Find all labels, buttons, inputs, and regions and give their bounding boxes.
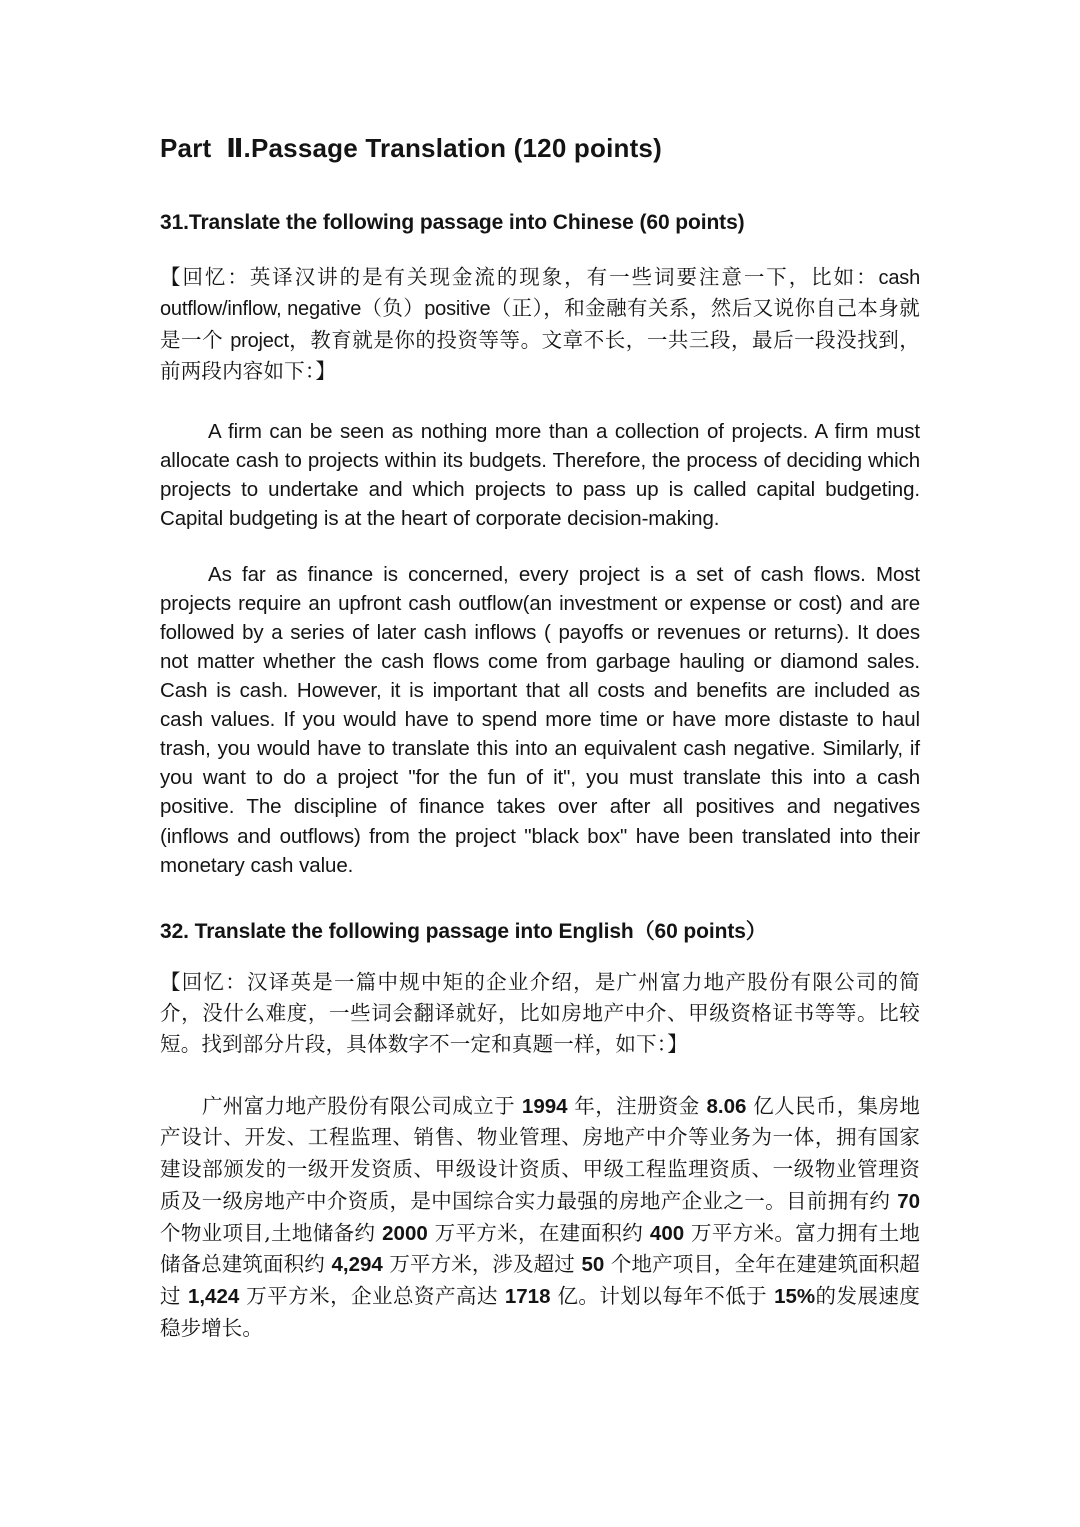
passage-text: 万平方米，企业总资产高达 xyxy=(239,1284,505,1309)
passage-number: 70 xyxy=(897,1189,920,1213)
passage-number: 15% xyxy=(774,1285,816,1309)
section-heading-32: 32. Translate the following passage into English（60 points） xyxy=(160,919,767,943)
english-paragraph-1: A firm can be seen as nothing more than a collection of projects. A firm must allocate cash to projects within its budgets. Therefore, the process of deciding which projects to undertake and which projects to pass up is called capital budgeting. Capital budgeting is at the heart of corporate decision-making. xyxy=(160,420,920,531)
memo-31-line1: 【回忆：英译汉讲的是有关现金流的现象，有一些词要注意一下，比如： xyxy=(160,264,879,289)
passage-number: 1994 xyxy=(521,1094,568,1118)
memo-31-latin1: cash outflow/inflow, negative xyxy=(160,266,920,321)
passage-text: 亿人民币，集房地产设计、开发、工程监理、销售、物业管理、房地产中介等业务为一体，拥有国家建设部颁发的一级开发资质、甲级设计资质、甲级工程监理资质、一级物业管理资质及一级房地产中介资质，是中国综合实力最强的房地产企业之一。目前拥有约 xyxy=(160,1093,920,1213)
passage-text: 万平方米。富力拥有土地储备总建筑面积约 xyxy=(160,1220,921,1277)
english-paragraph-2: As far as finance is concerned, every project is a set of cash flows. Most projects require an upfront cash outflow(an investment or expense or cost) and are followed by a series of later cash inflows ( payoffs or revenues or returns). It does not matter whether the cash flows come from garbage hauling or diamond sales. Cash is cash. However, it is important that all costs and benefits are included as cash values. If you would have to spend more time or have more distaste to haul trash, you would have to translate this into an equivalent cash negative. Similarly, if you want to do a project "for the fun of it", you must translate this into a cash positive. The discipline of finance takes over after all positives and negatives (inflows and outflows) from the project "black box" have been translated into their monetary cash value. xyxy=(160,562,920,877)
passage-text: 年，注册资金 xyxy=(567,1093,707,1118)
passage-text: 万平方米，在建面积约 xyxy=(427,1220,650,1245)
memo-31-latin2: positive xyxy=(424,298,491,321)
document-content xyxy=(160,132,920,1345)
passage-number: 2000 xyxy=(382,1221,428,1245)
memo-31-cn2: （负） xyxy=(361,296,425,321)
passage-number: 400 xyxy=(649,1221,685,1245)
passage-number: 50 xyxy=(581,1253,605,1277)
passage-number: 1,424 xyxy=(187,1285,240,1309)
passage-text: 万平方米，涉及超过 xyxy=(382,1252,582,1277)
passage-number: 8.06 xyxy=(706,1094,747,1118)
passage-number: 4,294 xyxy=(331,1253,383,1277)
passage-text: 个地产项目，全年在建建筑面积超过 xyxy=(160,1252,920,1309)
passage-number: 1718 xyxy=(504,1285,551,1309)
memo-31-latin3: project xyxy=(230,329,289,352)
page-title: Part Ⅱ.Passage Translation (120 points) xyxy=(160,133,662,163)
passage-text: 广州富力地产股份有限公司成立于 xyxy=(202,1093,522,1118)
memo-note-32: 【回忆：汉译英是一篇中规中矩的企业介绍，是广州富力地产股份有限公司的简介，没什么难度，一些词会翻译就好，比如房地产中介、甲级资格证书等等。比较短。找到部分片段，具体数字不一定和真题一样，如下：】 xyxy=(160,970,920,1057)
memo-31-cn4: ，教育就是你的投资等等。文章不长，一共三段，最后一段没找到，前两段内容如下：】 xyxy=(160,327,921,383)
passage-text: 亿。计划以每年不低于 xyxy=(550,1284,775,1309)
passage-text: 个物业项目,土地储备约 xyxy=(160,1220,383,1245)
chinese-paragraph xyxy=(160,1091,920,1345)
section-heading-31: 31.Translate the following passage into Chinese (60 points) xyxy=(160,210,745,234)
memo-31-cn3: （正），和金融有关系，然后又说你自己本身就是一个 xyxy=(160,296,920,352)
passage-text: 的发展速度稳步增长。 xyxy=(160,1284,920,1340)
memo-note-31 xyxy=(160,262,920,387)
